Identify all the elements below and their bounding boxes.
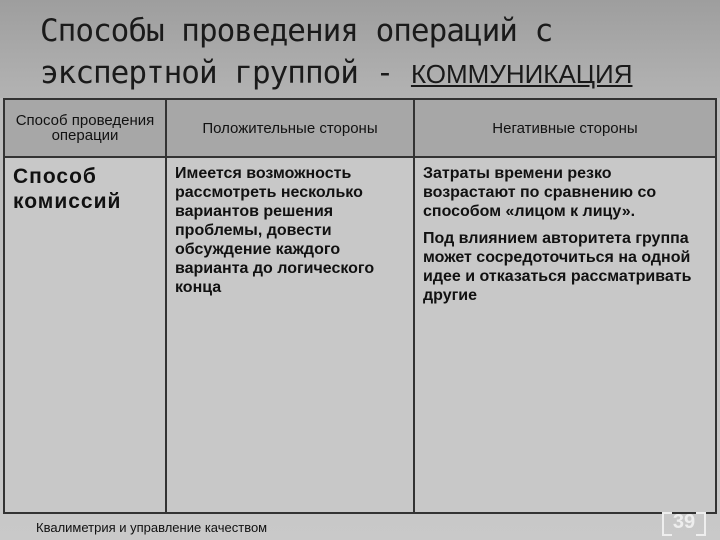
method-name: Способ комиссий (13, 165, 122, 213)
comparison-table (3, 98, 717, 514)
cell-positive (166, 157, 414, 513)
page-number (662, 508, 706, 536)
page-bracket-right-icon (696, 512, 706, 536)
page-bracket-left-icon (662, 512, 672, 536)
header-negative: Негативные стороны (414, 99, 716, 157)
cell-negative (414, 157, 716, 513)
slide-title-main: Способы проведения операций с экспертной группой - (40, 13, 553, 91)
footer-text: Квалиметрия и управление качеством (36, 520, 268, 535)
slide-title-accent: КОММУНИКАЦИЯ (410, 59, 633, 89)
negative-point-2: Под влиянием авторитета группа может сосредоточиться на одной идее и отказаться рассматривать другие (423, 230, 692, 304)
header-method: Способ проведения операции (4, 99, 166, 157)
negative-point-1: Затраты времени резко возрастают по сравнению со способом «лицом к лицу». (423, 165, 657, 220)
cell-method (4, 157, 166, 513)
header-positive: Положительные стороны (166, 99, 414, 157)
table-row (4, 157, 716, 513)
page-number-value: 39 (672, 511, 696, 533)
negative-text (415, 158, 715, 319)
positive-text: Имеется возможность рассмотреть несколько вариантов решения проблемы, довести обсуждение каждого варианта до логического конца (175, 165, 375, 296)
table-header-row (4, 99, 716, 157)
slide-title (40, 10, 710, 95)
